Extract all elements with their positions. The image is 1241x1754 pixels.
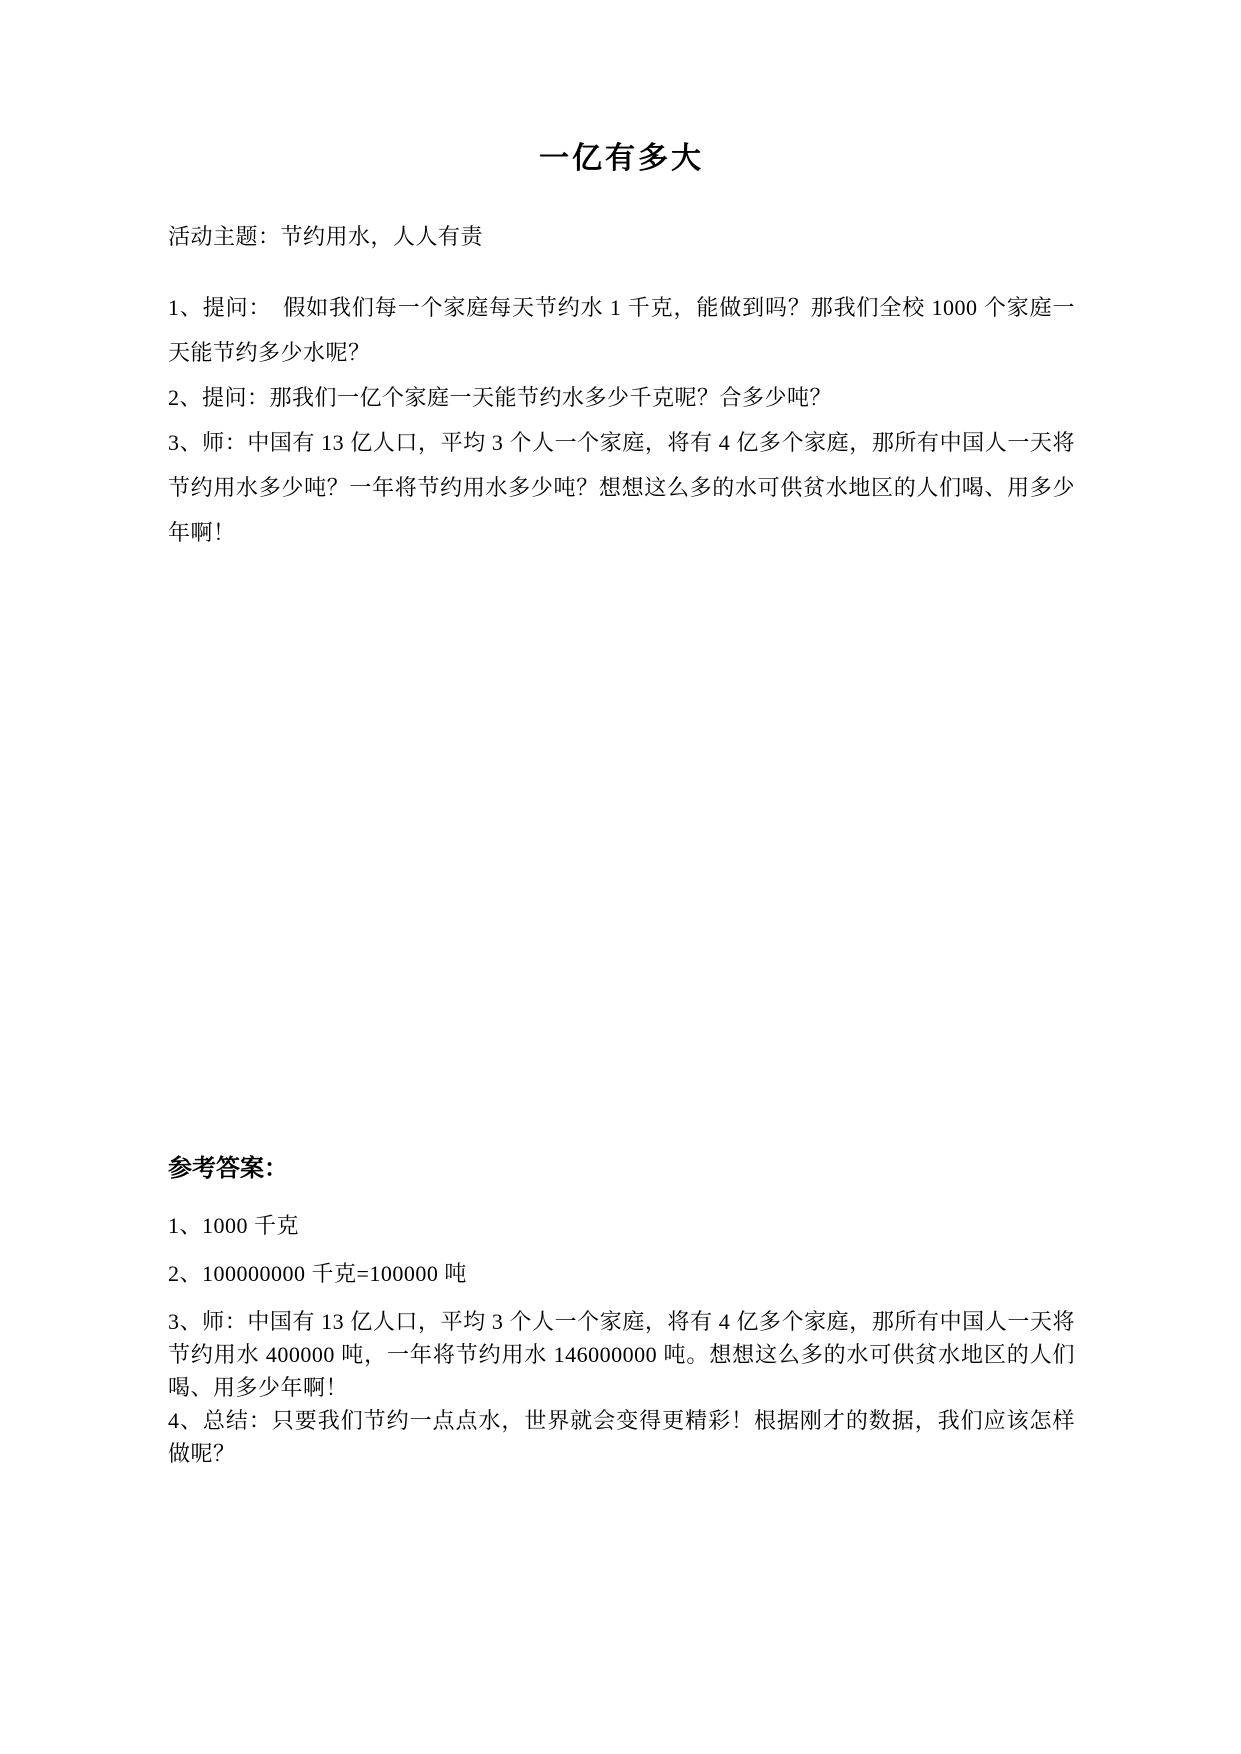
question-3: 3、师：中国有 13 亿人口，平均 3 个人一个家庭，将有 4 亿多个家庭，那所有中国人一天将节约用水多少吨？一年将节约用水多少吨？想想这么多的水可供贫水地区的人们喝、用多少年啊！ (168, 430, 1075, 545)
answers-heading: 参考答案： (168, 1155, 288, 1182)
answer-1: 1、1000 千克 (168, 1213, 300, 1238)
question-1: 1、提问： 假如我们每一个家庭每天节约水 1 千克，能做到吗？那我们全校 1000 个家庭一天能节约多少水呢？ (168, 295, 1075, 365)
question-2: 2、提问：那我们一亿个家庭一天能节约水多少千克呢？合多少吨？ (168, 385, 833, 410)
activity-topic-line: 活动主题：节约用水，人人有责 (168, 224, 484, 249)
answer-3: 3、师：中国有 13 亿人口，平均 3 个人一个家庭，将有 4 亿多个家庭，那所有中国人一天将节约用水 400000 吨，一年将节约用水 146000000 吨。想想这么多的水可供贫水地区的人们喝、用多少年啊！ (168, 1309, 1075, 1400)
answer-4: 4、总结：只要我们节约一点点水，世界就会变得更精彩！根据刚才的数据，我们应该怎样做呢？ (168, 1408, 1075, 1466)
answer-2: 2、100000000 千克=100000 吨 (168, 1261, 467, 1286)
reference-answers-section (168, 1153, 1075, 1470)
document-title: 一亿有多大 (539, 142, 704, 175)
